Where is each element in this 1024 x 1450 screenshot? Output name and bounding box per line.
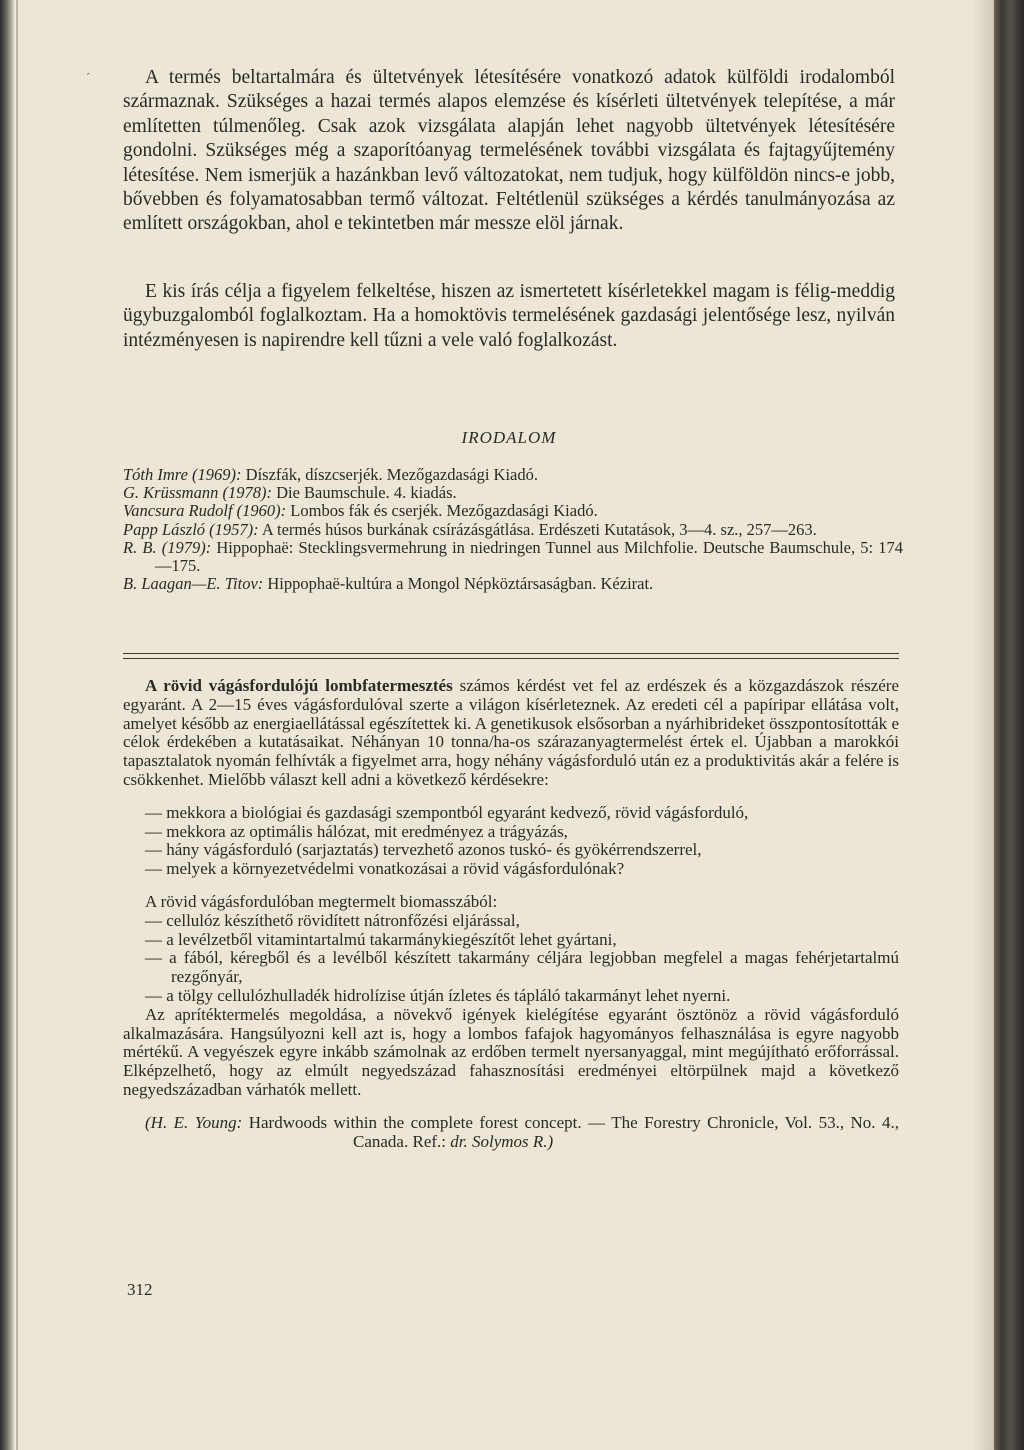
closing-paragraph: Az aprítéktermelés megoldása, a növekvő igények kielégítése egyaránt ösztönöz a rövid vágásforduló alkalmazására. Hangsúlyozni kell azt is, hogy a lombos fafajok hagyományos felhasználása is egyre nagyobb mértékű. A vegyészek egyre inkább számolnak az erdőben termelt nyersanyaggal, mint megújítható erőforrással. Elképzelhető, hogy az elmúlt negyedszázad fahasznosítási eredményei eltörpülnek majd a következő negyedszázadban várhatók mellett. bbox=[123, 1004, 899, 1099]
reference-text: Hippophaë-kultúra a Mongol Népköztársaságban. Kézirat. bbox=[263, 574, 654, 594]
spacer bbox=[123, 790, 899, 804]
reference-text: Hippophaë: Stecklingsvermehrung in niedringen Tunnel aus Milchfolie. Deutsche Baumschule, 5: 174—175. bbox=[155, 537, 903, 576]
page-shadow bbox=[972, 0, 994, 1450]
reference-item bbox=[123, 575, 903, 593]
reference-item bbox=[123, 539, 903, 575]
question-item: — mekkora az optimális hálózat, mit eredményez a trágyázás, bbox=[145, 821, 568, 841]
spacer bbox=[123, 879, 899, 893]
section-divider-bottom bbox=[123, 658, 899, 659]
source-reviewer: dr. Solymos R.) bbox=[450, 1131, 554, 1151]
binding-edge bbox=[16, 0, 18, 1450]
biomass-intro: A rövid vágásfordulóban megtermelt biomasszából: bbox=[145, 891, 498, 911]
scan-speck: ´ bbox=[86, 70, 91, 85]
reference-text: Lombos fák és cserjék. Mezőgazdasági Kiadó. bbox=[286, 501, 598, 521]
reference-item bbox=[123, 502, 903, 520]
bibliography-list bbox=[123, 466, 903, 593]
source-citation bbox=[123, 1114, 899, 1152]
spacer bbox=[123, 1100, 899, 1114]
intro-paragraph-2: E kis írás célja a figyelem felkeltése, hiszen az ismertetett kísérletekkel magam is félig-meddig ügybuzgalomból foglalkoztam. Ha a homoktövis termelésének gazdasági jelentősége lesz, nyilván intézményesen is napirendre kell tűzni a vele való foglalkozást. bbox=[123, 281, 895, 351]
reference-author: Vancsura Rudolf (1960): bbox=[123, 501, 287, 521]
biomass-item: — a tölgy cellulózhulladék hidrolízise útján ízletes és tápláló takarmányt lehet nyerni. bbox=[145, 985, 731, 1005]
reference-text: Díszfák, díszcserjék. Mezőgazdasági Kiadó. bbox=[241, 465, 538, 484]
biomass-item: — a levélzetből vitamintartalmú takarmánykiegészítőt lehet gyártani, bbox=[145, 929, 617, 949]
reference-author: G. Krüssmann (1978): bbox=[123, 483, 272, 503]
reference-author: Papp László (1957): bbox=[123, 519, 259, 539]
question-item: — hány vágásforduló (sarjaztatás) tervezhető azonos tuskó- és gyökérrendszerrel, bbox=[145, 840, 702, 860]
article-lead-text: számos kérdést vet fel az erdészek és a közgazdászok részére egyaránt. A 2—15 éves vágásfordulóval szerte a világon kísérleteznek. Az eredeti cél a papíripar ellátása volt, amelyet később az energiaellátással egészítettek ki. A genetikusok elsősorban a nyárhibrideket összpontosították e célok érdekében a kutatásaikat. Néhányan 10 tonna/ha-os szárazanyagtermelést értek el. Újabban a marokkói tapasztalatok nyomán felhívták a figyelmet arra, hogy néhány vágásforduló után ez a produktivitás akár a felére is csökkenhet. Mielőbb választ kell adni a következő kérdésekre: bbox=[123, 676, 899, 789]
article-lead-title: A rövid vágásfordulójú lombfatermesztés bbox=[145, 676, 453, 695]
article-lead-paragraph bbox=[123, 677, 899, 790]
question-item: — melyek a környezetvédelmi vonatkozásai a rövid vágásfordulónak? bbox=[145, 859, 625, 879]
source-author: (H. E. Young: bbox=[145, 1112, 243, 1132]
question-item: — mekkora a biológiai és gazdasági szempontból egyaránt kedvező, rövid vágásforduló, bbox=[145, 802, 749, 822]
book-cover-edge bbox=[994, 0, 1024, 1450]
reference-text: A termés húsos burkának csírázásgátlása. Erdészeti Kutatások, 3—4. sz., 257—263. bbox=[258, 519, 817, 539]
biomass-item: — a fából, kéregből és a levélből készített takarmány céljára legjobban megfelel a magas fehérjetartalmú rezgőnyár, bbox=[145, 948, 899, 987]
intro-paragraph-1: A termés beltartalmára és ültetvények létesítésére vonatkozó adatok külföldi irodalomból származnak. Szükséges a hazai termés alapos elemzése és kísérleti ültetvények telepítése, a már említetten túlmenőleg. Csak azok vizsgálata alapján lehet nagyobb ültetvények létesítésére gondolni. Szükséges még a szaporítóanyag termelésének további vizsgálata és fajtagyűjtemény létesítése. Nem ismerjük a hazánkban levő változatokat, nem tudjuk, hogy külföldön nincs-e jobb, bővebben és folyamatosabban termő változat. Feltétlenül szükséges a kérdés tanulmányozása az említett országokban, ahol e tekintetben már messze elöl járnak. bbox=[123, 67, 895, 235]
bibliography-heading: IRODALOM bbox=[461, 428, 557, 447]
section-divider-top bbox=[123, 653, 899, 654]
reference-author: B. Laagan—E. Titov: bbox=[123, 574, 264, 594]
reference-item bbox=[123, 466, 903, 484]
biomass-item: — cellulóz készíthető rövidített nátronfőzési eljárással, bbox=[145, 910, 520, 930]
source-text: Hardwoods within the complete forest concept. — The Forestry Chronicle, Vol. 53., No. 4., Canada. Ref.: bbox=[242, 1112, 899, 1151]
reference-text: Die Baumschule. 4. kiadás. bbox=[271, 483, 457, 503]
reference-author: R. B. (1979): bbox=[123, 537, 212, 557]
reference-item bbox=[123, 484, 903, 502]
article-body bbox=[123, 677, 899, 1151]
page-number: 312 bbox=[127, 1280, 153, 1299]
book-binding bbox=[0, 0, 14, 1450]
reference-item bbox=[123, 521, 903, 539]
reference-author: Tóth Imre (1969): bbox=[123, 465, 242, 484]
